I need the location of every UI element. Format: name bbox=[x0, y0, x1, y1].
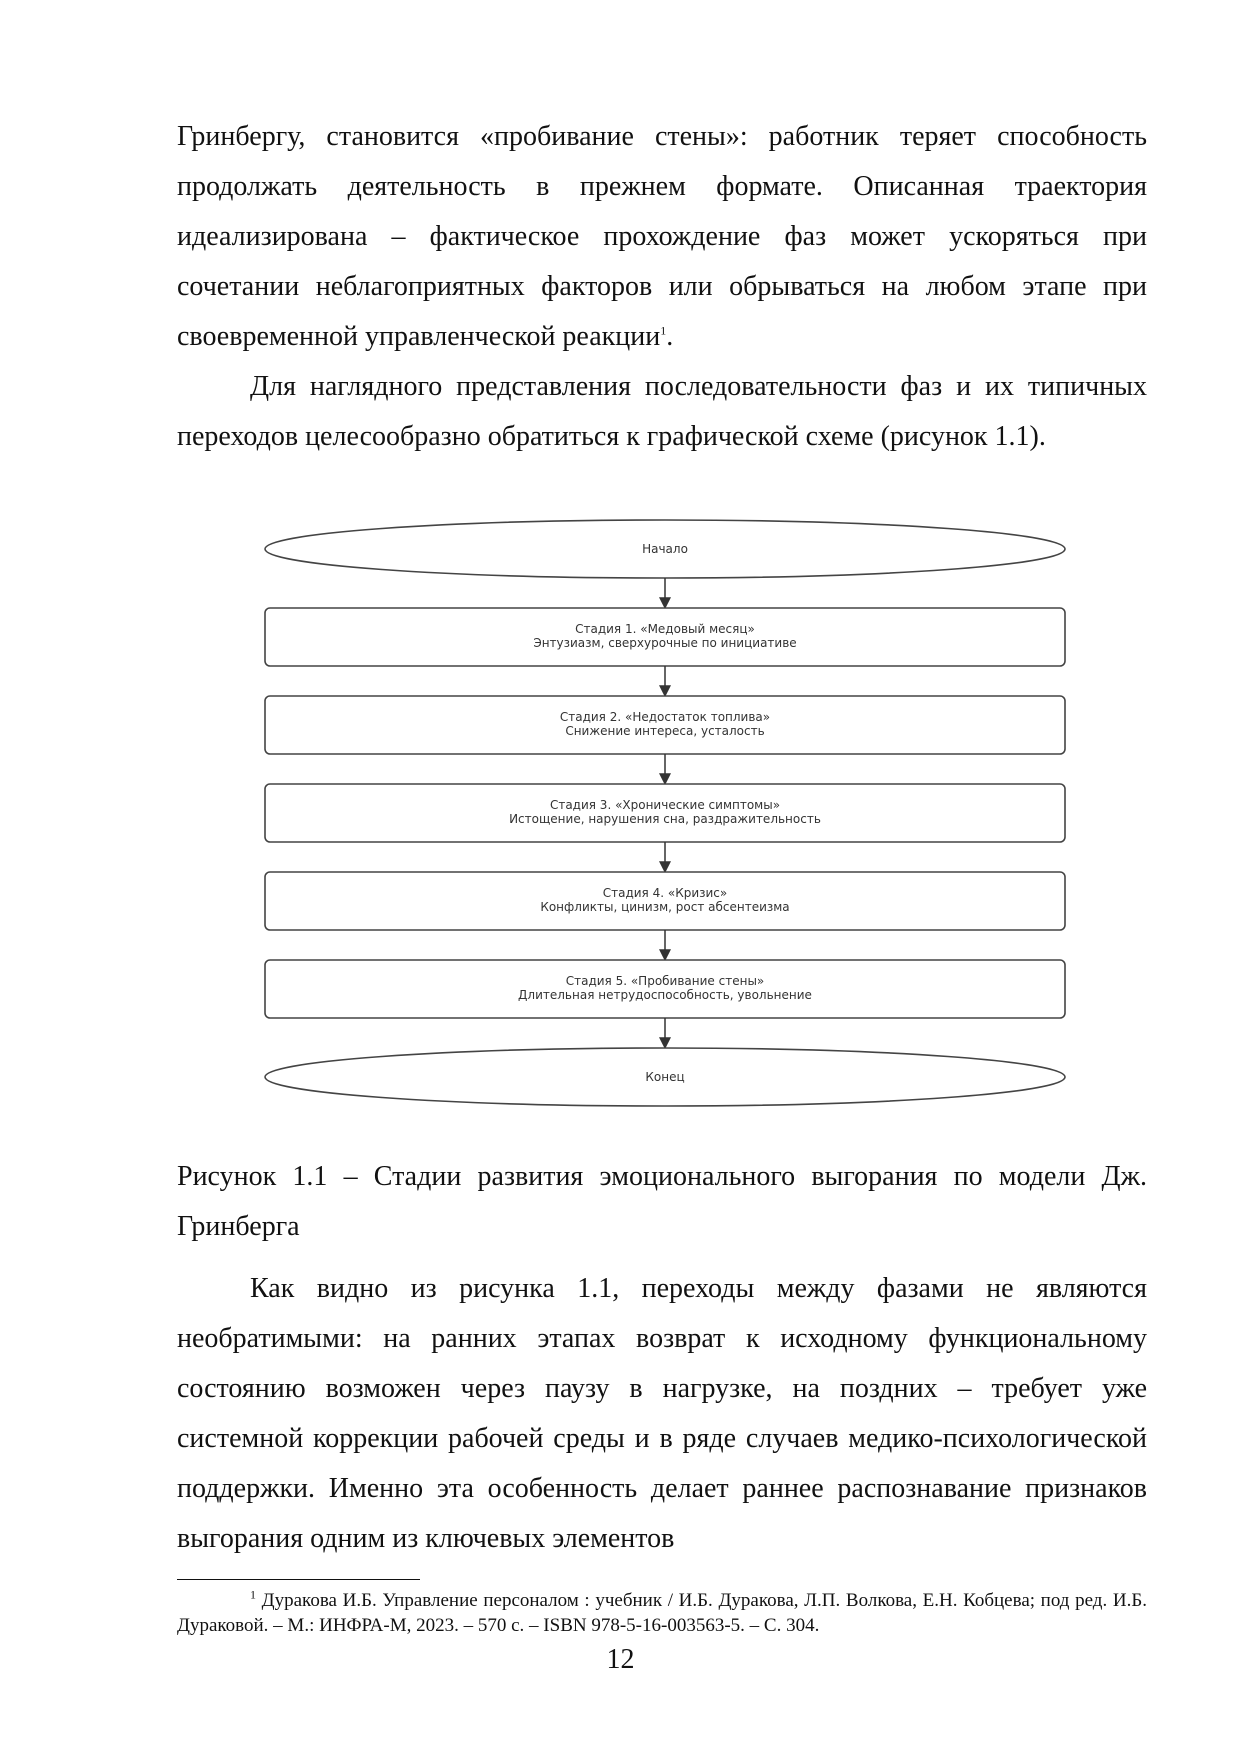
stage-description: Длительная нетрудоспособность, увольнение bbox=[518, 988, 812, 1002]
stage-title: Стадия 1. «Медовый месяц» bbox=[575, 622, 755, 636]
flow-stage-1 bbox=[265, 608, 1065, 666]
flow-stage-3 bbox=[265, 784, 1065, 842]
stage-description: Истощение, нарушения сна, раздражительность bbox=[509, 812, 821, 826]
flow-stage-2 bbox=[265, 696, 1065, 754]
flow-stage-5 bbox=[265, 960, 1065, 1018]
stage-description: Энтузиазм, сверхурочные по инициативе bbox=[533, 636, 797, 650]
stage-title: Стадия 2. «Недостаток топлива» bbox=[559, 710, 771, 724]
paragraph-3: Как видно из рисунка 1.1, переходы между фазами не являются необратимыми: на ранних этапах возврат к исходному функциональному состоянию возможен через паузу в нагрузке, на поздних – требует уже системной коррекции рабочей среды и в ряде случаев медико-психологической поддержки. Именно эта особенность делает раннее распознавание признаков выгорания одним из ключевых элементов bbox=[177, 1273, 1147, 1554]
start-label: Начало bbox=[642, 542, 688, 556]
footnote-number: 1 bbox=[250, 1587, 256, 1602]
flowchart-figure bbox=[255, 518, 1075, 1112]
footnote-text: Дуракова И.Б. Управление персоналом : учебник / И.Б. Дуракова, Л.П. Волкова, Е.Н. Кобцева; под ред. И.Б. Дураковой. – М.: ИНФРА-М, 2023. – 570 с. – ISBN 978-5-16-003563-5. – С. 304. bbox=[177, 1590, 1148, 1636]
paragraph-1: Гринбергу, становится «пробивание стены»: работник теряет способность продолжать деятельность в прежнем формате. Описанная траектория идеализирована – фактическое прохождение фаз может ускоряться при сочетании неблагоприятных факторов или обрываться на любом этапе при своевременной управленческой реакции$^1$. bbox=[177, 121, 1147, 352]
stage-title: Стадия 4. «Кризис» bbox=[602, 886, 728, 900]
body-text-top bbox=[177, 112, 1147, 462]
paragraph-2: Для наглядного представления последовательности фаз и их типичных переходов целесообразно обратиться к графической схеме (рисунок 1.1). bbox=[177, 371, 1147, 452]
stage-description: Снижение интереса, усталость bbox=[565, 724, 765, 738]
end-label: Конец bbox=[645, 1070, 685, 1084]
body-text-bottom bbox=[177, 1264, 1147, 1564]
flow-stage-4 bbox=[265, 872, 1065, 930]
footnote bbox=[177, 1588, 1147, 1638]
stage-title: Стадия 5. «Пробивание стены» bbox=[565, 974, 765, 988]
figure-caption: Рисунок 1.1 – Стадии развития эмоционального выгорания по модели Дж. Гринберга bbox=[177, 1161, 1147, 1242]
stage-description: Конфликты, цинизм, рост абсентеизма bbox=[540, 900, 790, 914]
footnote-reference[interactable]: 1 bbox=[660, 323, 667, 338]
stage-title: Стадия 3. «Хронические симптомы» bbox=[549, 798, 781, 812]
footnote-separator bbox=[177, 1579, 420, 1580]
flow-end-node bbox=[265, 1048, 1065, 1106]
flow-start-node bbox=[265, 520, 1065, 578]
page-number: 12 bbox=[606, 1644, 635, 1675]
